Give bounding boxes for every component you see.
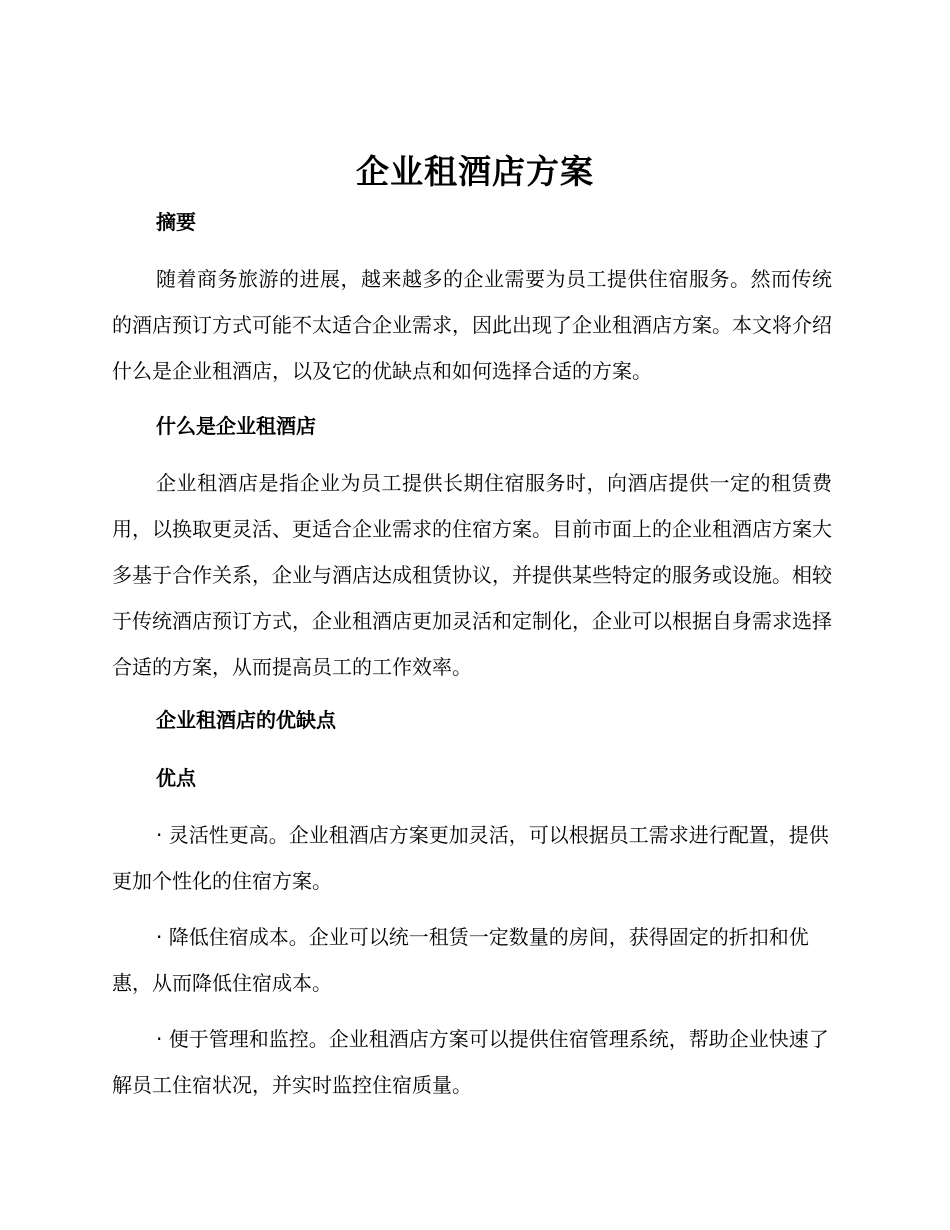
pros-item: · 灵活性更高。企业租酒店方案更加灵活，可以根据员工需求进行配置，提供更加个性化的住宿方案。	[112, 823, 829, 893]
pros-item: · 便于管理和监控。企业租酒店方案可以提供住宿管理系统，帮助企业快速了解员工住宿状况，并实时监控住宿质量。	[112, 1027, 829, 1097]
section-heading-pros: 优点	[156, 766, 196, 790]
section-heading-abstract: 摘要	[156, 210, 196, 234]
document-title: 企业租酒店方案	[356, 152, 594, 191]
what-paragraph: 企业租酒店是指企业为员工提供长期住宿服务时，向酒店提供一定的租赁费用，以换取更灵活、更适合企业需求的住宿方案。目前市面上的企业租酒店方案大多基于合作关系，企业与酒店达成租赁协议，并提供某些特定的服务或设施。相较于传统酒店预订方式，企业租酒店更加灵活和定制化，企业可以根据自身需求选择合适的方案，从而提高员工的工作效率。	[112, 471, 832, 679]
section-heading-what: 什么是企业租酒店	[156, 414, 316, 438]
section-heading-pros-cons: 企业租酒店的优缺点	[156, 708, 336, 732]
abstract-paragraph: 随着商务旅游的进展，越来越多的企业需要为员工提供住宿服务。然而传统的酒店预订方式可能不太适合企业需求，因此出现了企业租酒店方案。本文将介绍什么是企业租酒店，以及它的优缺点和如何选择合适的方案。	[112, 267, 832, 383]
pros-item: · 降低住宿成本。企业可以统一租赁一定数量的房间，获得固定的折扣和优惠，从而降低住宿成本。	[112, 925, 809, 995]
